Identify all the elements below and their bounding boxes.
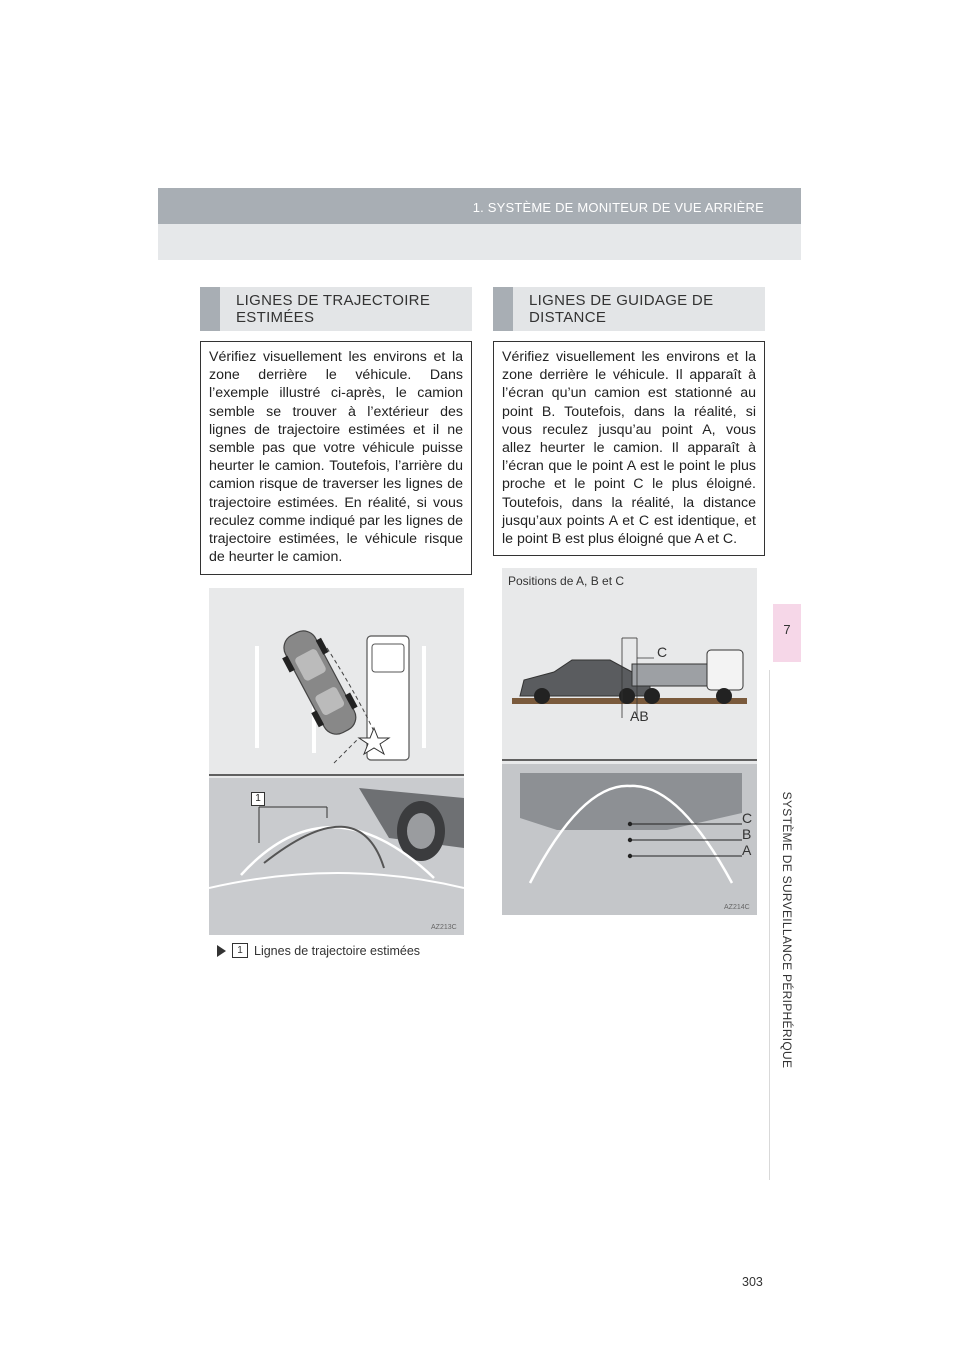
- section-title-trajectory: [200, 287, 472, 331]
- figure-title: Positions de A, B et C: [508, 574, 625, 588]
- figure-code: AZ214C: [724, 904, 750, 911]
- caption-number: 1: [232, 943, 248, 958]
- header-subband: [158, 224, 801, 260]
- trajectory-figure: [209, 588, 464, 935]
- car-topview: [275, 624, 365, 742]
- section-title-line2: DISTANCE: [529, 309, 607, 326]
- side-divider: [769, 670, 770, 1180]
- section-title-distance: [493, 287, 765, 331]
- label-b: B: [742, 826, 752, 842]
- label-c-top: C: [657, 644, 668, 660]
- distance-illustration: [502, 568, 757, 915]
- label-a: A: [742, 842, 752, 858]
- label-c: C: [742, 810, 753, 826]
- caption-arrow-icon: [217, 945, 226, 957]
- figure-caption: [217, 943, 420, 958]
- section-title-line1: LIGNES DE TRAJECTOIRE: [236, 292, 431, 309]
- distance-explanation: Vérifiez visuellement les environs et la zone derrière le véhicule. Il apparaît à l’écran qu’un camion est stationné au point B. Toutefois, dans la réalité, si vous reculez jusqu’au point A, vous allez heurter le camion. Il apparaît à l’écran que le point A est le point le plus proche et le point C le plus éloigné. Toutefois, dans la réalité, la distance jusqu’aux points A et C est identique, et le point B est plus éloigné que A et C.: [493, 341, 765, 556]
- section-title-line2: ESTIMÉES: [236, 309, 315, 326]
- chapter-title: 1. SYSTÈME DE MONITEUR DE VUE ARRIÈRE: [472, 200, 764, 215]
- title-accent-bar: [200, 287, 220, 331]
- section-title-line1: LIGNES DE GUIDAGE DE: [529, 292, 714, 309]
- page-number: 303: [742, 1275, 763, 1289]
- distance-figure: [502, 568, 757, 915]
- trajectory-explanation: Vérifiez visuellement les environs et la zone derrière le véhicule. Dans l’exemple illustré ci-après, le camion semble se trouver à l’extérieur des lignes de trajectoire estimées et il ne semble pas que votre véhicule puisse heurter le camion. Toutefois, l’arrière du camion risque de traverser les lignes de trajectoire estimées. En réalité, si vous reculez comme indiqué par les lignes de trajectoire estimées, le véhicule risque de heurter le camion.: [200, 341, 472, 575]
- title-accent-bar: [493, 287, 513, 331]
- chapter-side-label: SYSTÈME DE SURVEILLANCE PÉRIPHÉRIQUE: [780, 791, 794, 1069]
- chapter-number: 7: [783, 622, 791, 637]
- figure-code: AZ213C: [431, 924, 457, 931]
- trajectory-illustration: [209, 588, 464, 935]
- figure-callout-1: 1: [251, 792, 265, 806]
- caption-text: Lignes de trajectoire estimées: [254, 943, 421, 958]
- label-ab: AB: [630, 708, 649, 724]
